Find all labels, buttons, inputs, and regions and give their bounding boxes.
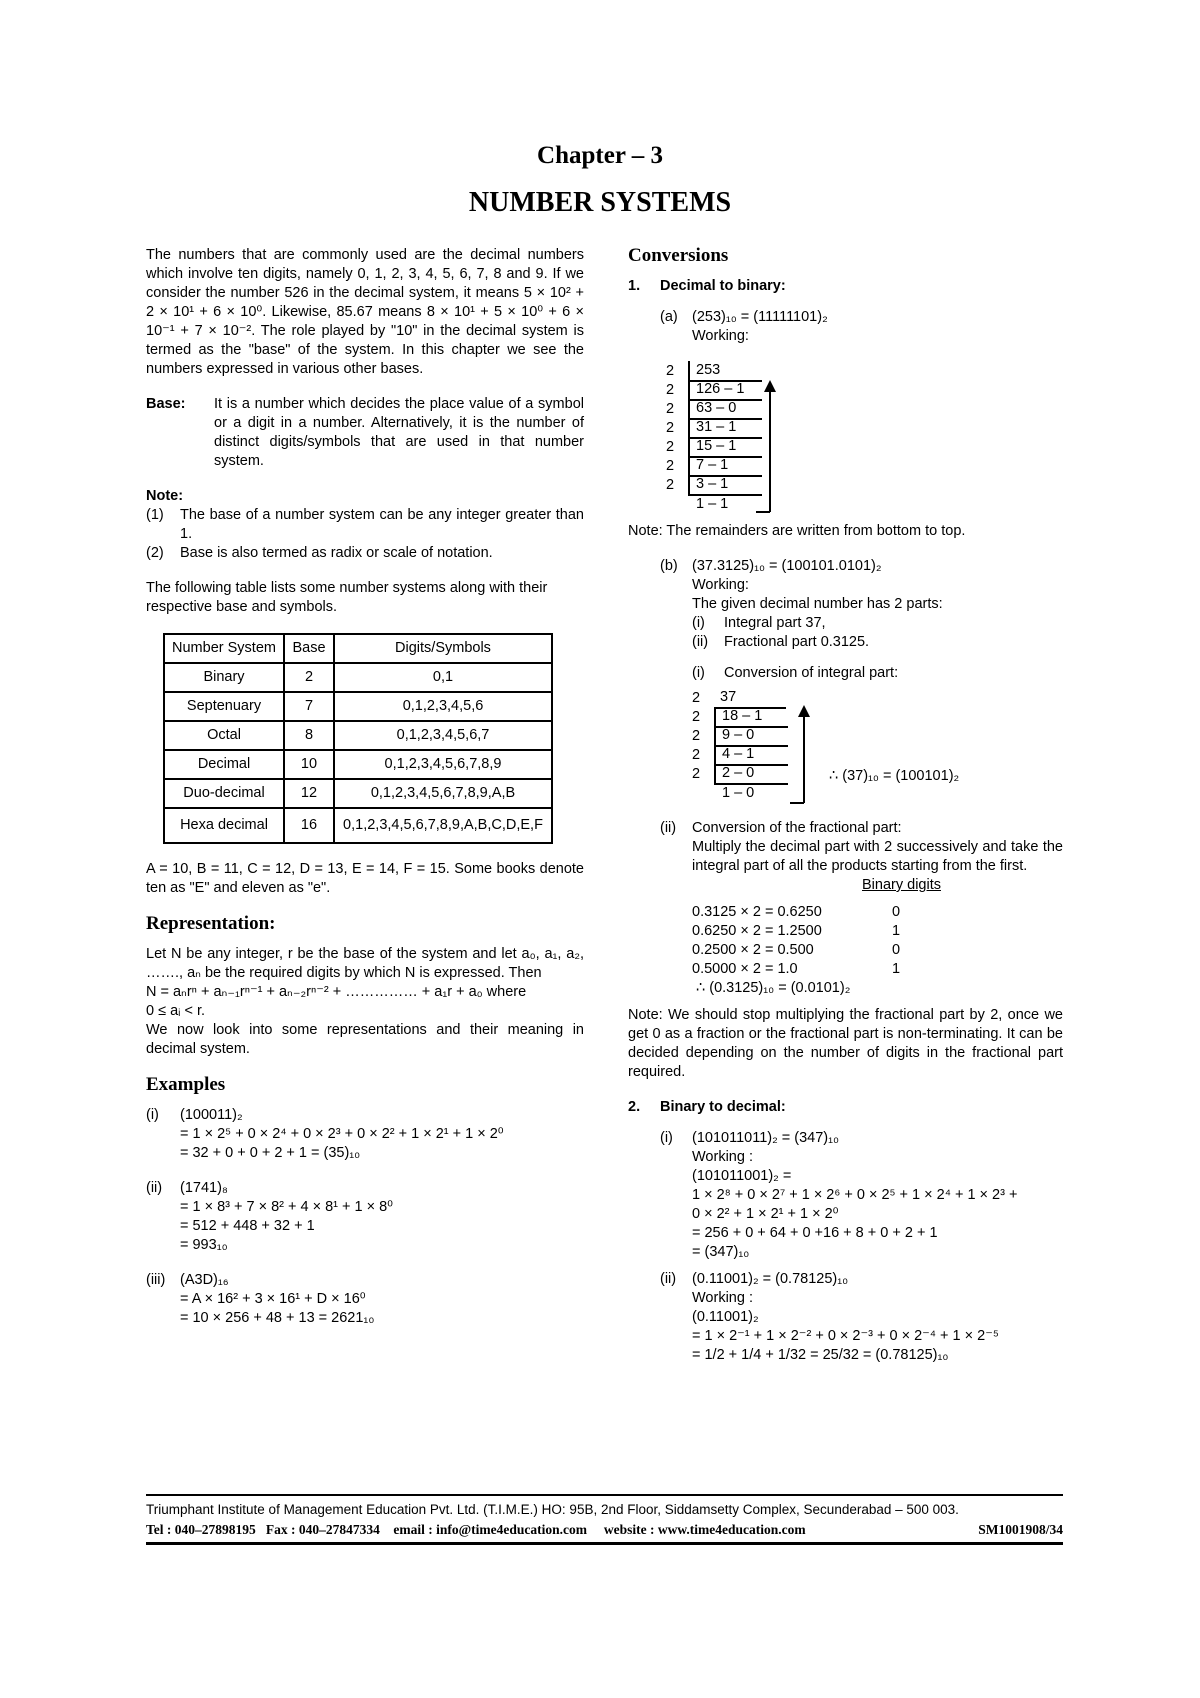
left-column <box>146 246 584 1328</box>
fraction-note: Note: We should stop multiplying the fractional part by 2, once we get 0 as a fraction or the fractional part is non-terminating. It can be decided depending on the number of digits in the fractional part required. <box>628 1007 1063 1080</box>
integral-part-heading <box>692 664 1063 683</box>
examples-heading: Examples <box>146 1074 226 1095</box>
conversion-equation: (253)₁₀ = (11111101)₂ <box>692 309 828 325</box>
intro-paragraph: The numbers that are commonly used are the decimal numbers which involve ten digits, namely 0, 1, 2, 3, 4, 5, 6, 7, 8 and 9. If we consider the number 526 in the decimal system, it means 5 × 10² + 2 × 10¹ + 6 × 10⁰. Likewise, 85.67 means 8 × 10¹ + 5 × 10⁰ + 6 × 10⁻¹ + 7 × 10⁻². The role played by "10" in the decimal system is termed as the "base" of the system. In this chapter we see the numbers expressed in various other bases. <box>146 247 584 377</box>
division-cell: 126 – 1 <box>688 380 762 401</box>
representation-heading: Representation: <box>146 913 276 934</box>
fractional-text: Multiply the decimal part with 2 successively and take the integral part of all the products starting from the first. <box>692 839 1063 874</box>
division-cell: 9 – 0 <box>714 726 788 747</box>
right-column <box>628 246 1063 1365</box>
binary-digits-label: Binary digits <box>862 877 941 893</box>
division-cell: 18 – 1 <box>714 707 788 728</box>
division-cell: 1 – 0 <box>722 785 755 801</box>
example-line: = 1 × 8³ + 7 × 8² + 4 × 8¹ + 1 × 8⁰ <box>180 1199 393 1215</box>
divisor: 2 <box>666 439 675 455</box>
table-row <box>164 808 552 843</box>
divisor: 2 <box>692 690 701 706</box>
example-line: Working : <box>692 1149 753 1165</box>
multiplication-row <box>692 903 1063 922</box>
division-253 <box>628 362 806 514</box>
example-line: = A × 16² + 3 × 16¹ + D × 16⁰ <box>180 1291 366 1307</box>
working-label: Working: <box>692 577 749 593</box>
note-number: (1) <box>146 507 164 523</box>
part-item <box>692 633 1063 652</box>
divisor: 2 <box>666 363 675 379</box>
fractional-heading: Conversion of the fractional part: <box>692 820 902 836</box>
footer-tel: Tel : 040–27898195 <box>146 1522 256 1537</box>
example-line: 0 × 2² + 1 × 2¹ + 1 × 2⁰ <box>692 1206 839 1222</box>
section-title: Binary to decimal: <box>660 1099 786 1115</box>
multiplication-row <box>692 922 1063 941</box>
example-line: (0.11001)₂ <box>692 1309 759 1325</box>
part-number: (ii) <box>660 820 677 836</box>
note-label: Note: <box>146 488 184 504</box>
multiplication-row <box>692 960 1063 979</box>
table-row <box>164 692 552 721</box>
example-line: = 993₁₀ <box>180 1237 228 1253</box>
note-text: Base is also termed as radix or scale of notation. <box>180 545 493 561</box>
binary-example <box>628 1270 1063 1365</box>
representation-formula: N = aₙrⁿ + aₙ₋₁rⁿ⁻¹ + aₙ₋₂rⁿ⁻² + …………… + a₁r + a₀ where <box>146 984 527 1000</box>
multiplication-row <box>692 941 1063 960</box>
division-cell: 253 <box>688 361 762 382</box>
example-line: = 1/2 + 1/4 + 1/32 = 25/32 = (0.78125)₁₀ <box>692 1347 949 1363</box>
table-cell: 12 <box>284 779 334 808</box>
section-title: Decimal to binary: <box>660 278 786 294</box>
note-item <box>146 506 584 544</box>
division-cell: 15 – 1 <box>688 437 762 458</box>
base-definition <box>146 395 584 471</box>
hex-values-text: A = 10, B = 11, C = 12, D = 13, E = 14, F = 15. Some books denote ten as "E" and eleven as "e". <box>146 861 584 896</box>
section-number: 2. <box>628 1099 641 1115</box>
example-item <box>146 1179 584 1255</box>
footer-email[interactable]: email : info@time4education.com <box>393 1522 588 1537</box>
divisor: 2 <box>692 747 701 763</box>
up-arrow-icon <box>756 380 796 520</box>
part-item <box>692 614 1063 633</box>
example-line: = 32 + 0 + 0 + 2 + 1 = (35)₁₀ <box>180 1145 361 1161</box>
divisor: 2 <box>666 458 675 474</box>
table-cell: Duo-decimal <box>164 779 284 808</box>
note-text: The base of a number system can be any integer greater than 1. <box>180 507 584 542</box>
table-header: Base <box>284 634 334 663</box>
multiplication: 0.2500 × 2 = 0.500 <box>692 942 814 958</box>
divisor: 2 <box>666 420 675 436</box>
binary-digit: 0 <box>892 904 901 920</box>
example-number: (i) <box>146 1107 159 1123</box>
division-cell: 31 – 1 <box>688 418 762 439</box>
table-cell: 2 <box>284 663 334 692</box>
example-line: = 1 × 2⁵ + 0 × 2⁴ + 0 × 2³ + 0 × 2² + 1 × 2¹ + 1 × 2⁰ <box>180 1126 504 1142</box>
example-line: (A3D)₁₆ <box>180 1272 229 1288</box>
table-cell: 0,1,2,3,4,5,6,7,8,9,A,B,C,D,E,F <box>334 808 552 843</box>
binary-digit: 1 <box>892 961 901 977</box>
division-cell: 2 – 0 <box>714 764 788 785</box>
part-number: (i) <box>692 665 705 681</box>
base-label: Base: <box>146 396 186 412</box>
footer-contact <box>146 1520 1063 1545</box>
example-line: = 10 × 256 + 48 + 13 = 2621₁₀ <box>180 1310 375 1326</box>
table-cell: Hexa decimal <box>164 808 284 843</box>
table-row <box>164 779 552 808</box>
section-number: 1. <box>628 278 641 294</box>
page-title: NUMBER SYSTEMS <box>468 187 732 218</box>
example-line: Working : <box>692 1290 753 1306</box>
divisor: 2 <box>666 401 675 417</box>
division-cell: 4 – 1 <box>714 745 788 766</box>
footer-fax: Fax : 040–27847334 <box>265 1522 380 1537</box>
example-line: = (347)₁₀ <box>692 1244 750 1260</box>
conversion-b <box>628 557 1063 803</box>
table-header-row <box>164 634 552 663</box>
division-row <box>666 362 806 381</box>
table-cell: Septenuary <box>164 692 284 721</box>
table-cell: Binary <box>164 663 284 692</box>
binary-example <box>628 1129 1063 1262</box>
part-number: (ii) <box>692 634 709 650</box>
table-row <box>164 721 552 750</box>
example-line: 1 × 2⁸ + 0 × 2⁷ + 1 × 2⁶ + 0 × 2⁵ + 1 × 2⁴ + 1 × 2³ + <box>692 1187 1018 1203</box>
table-cell: 0,1,2,3,4,5,6 <box>334 692 552 721</box>
fractional-result: ∴ (0.3125)₁₀ = (0.0101)₂ <box>696 980 851 996</box>
division-cell: 63 – 0 <box>688 399 762 420</box>
table-row <box>164 663 552 692</box>
division-cell: 37 <box>714 688 786 709</box>
example-number: (ii) <box>146 1180 163 1196</box>
working-text: The given decimal number has 2 parts: <box>692 596 943 612</box>
divisor: 2 <box>666 382 675 398</box>
item-label: (b) <box>660 558 678 574</box>
part-text: Integral part 37, <box>724 615 826 631</box>
up-arrow-icon <box>790 705 820 809</box>
example-item <box>146 1271 584 1328</box>
multiplication: 0.5000 × 2 = 1.0 <box>692 961 798 977</box>
table-intro: The following table lists some number systems along with their respective base and symbols. <box>146 580 548 615</box>
divisor: 2 <box>666 477 675 493</box>
example-item <box>146 1106 584 1163</box>
division-cell: 3 – 1 <box>688 475 762 496</box>
division-cell: 1 – 1 <box>696 496 729 512</box>
example-line: = 512 + 448 + 32 + 1 <box>180 1218 315 1234</box>
table-cell: 0,1 <box>334 663 552 692</box>
division-37 <box>692 689 960 803</box>
example-line: = 1 × 2⁻¹ + 1 × 2⁻² + 0 × 2⁻³ + 0 × 2⁻⁴ + 1 × 2⁻⁵ <box>692 1328 999 1344</box>
footer-website[interactable]: website : www.time4education.com <box>603 1522 806 1537</box>
item-label: (a) <box>660 309 678 325</box>
part-text: Fractional part 0.3125. <box>724 634 870 650</box>
footer-code: SM1001908/34 <box>978 1522 1063 1537</box>
number-systems-table <box>163 633 553 844</box>
fractional-part <box>628 819 1063 998</box>
table-cell: Octal <box>164 721 284 750</box>
section-heading <box>628 277 1063 296</box>
divisor: 2 <box>692 728 701 744</box>
example-line: (101011011)₂ = (347)₁₀ <box>692 1130 839 1146</box>
multiplication: 0.3125 × 2 = 0.6250 <box>692 904 822 920</box>
working-label: Working: <box>692 328 749 344</box>
example-line: (0.11001)₂ = (0.78125)₁₀ <box>692 1271 849 1287</box>
part-number: (i) <box>692 615 705 631</box>
binary-digit: 1 <box>892 923 901 939</box>
note-item <box>146 544 584 563</box>
part-text: Conversion of integral part: <box>724 665 899 681</box>
conversions-heading: Conversions <box>628 245 729 266</box>
example-line: (100011)₂ <box>180 1107 243 1123</box>
conversion-equation: (37.3125)₁₀ = (100101.0101)₂ <box>692 558 882 574</box>
example-number: (iii) <box>146 1272 166 1288</box>
table-cell: 0,1,2,3,4,5,6,7,8,9,A,B <box>334 779 552 808</box>
table-header: Number System <box>164 634 284 663</box>
multiplication: 0.6250 × 2 = 1.2500 <box>692 923 822 939</box>
table-cell: 16 <box>284 808 334 843</box>
example-line: (101011001)₂ = <box>692 1168 792 1184</box>
binary-digit: 0 <box>892 942 901 958</box>
table-cell: 0,1,2,3,4,5,6,7 <box>334 721 552 750</box>
footer-address: Triumphant Institute of Management Education Pvt. Ltd. (T.I.M.E.) HO: 95B, 2nd Floor, Siddamsetty Complex, Secunderabad – 500 003. <box>146 1494 1063 1519</box>
conversion-a <box>628 308 1063 346</box>
table-cell: Decimal <box>164 750 284 779</box>
table-cell: 0,1,2,3,4,5,6,7,8,9 <box>334 750 552 779</box>
table-cell: 7 <box>284 692 334 721</box>
divisor: 2 <box>692 766 701 782</box>
representation-condition: 0 ≤ aᵢ < r. <box>146 1003 206 1019</box>
integral-result: ∴ (37)₁₀ = (100101)₂ <box>829 768 960 784</box>
base-text: It is a number which decides the place value of a symbol or a digit in a number. Alternatively, it is the number of distinct digits/symbols that are used in that number system. <box>214 396 584 469</box>
division-cell: 7 – 1 <box>688 456 762 477</box>
remainders-note: Note: The remainders are written from bottom to top. <box>628 523 966 539</box>
example-line: = 256 + 0 + 64 + 0 +16 + 8 + 0 + 2 + 1 <box>692 1225 938 1241</box>
item-label: (ii) <box>660 1271 677 1287</box>
table-cell: 10 <box>284 750 334 779</box>
example-line: (1741)₈ <box>180 1180 228 1196</box>
note-number: (2) <box>146 545 164 561</box>
representation-text-2: We now look into some representations and their meaning in decimal system. <box>146 1022 584 1057</box>
section-heading <box>628 1098 1063 1117</box>
table-header: Digits/Symbols <box>334 634 552 663</box>
item-label: (i) <box>660 1130 673 1146</box>
table-cell: 8 <box>284 721 334 750</box>
chapter-label: Chapter – 3 <box>537 142 663 169</box>
representation-text: Let N be any integer, r be the base of the system and let a₀, a₁, a₂, ……., aₙ be the required digits by which N is expressed. Then <box>146 946 584 981</box>
divisor: 2 <box>692 709 701 725</box>
table-row <box>164 750 552 779</box>
